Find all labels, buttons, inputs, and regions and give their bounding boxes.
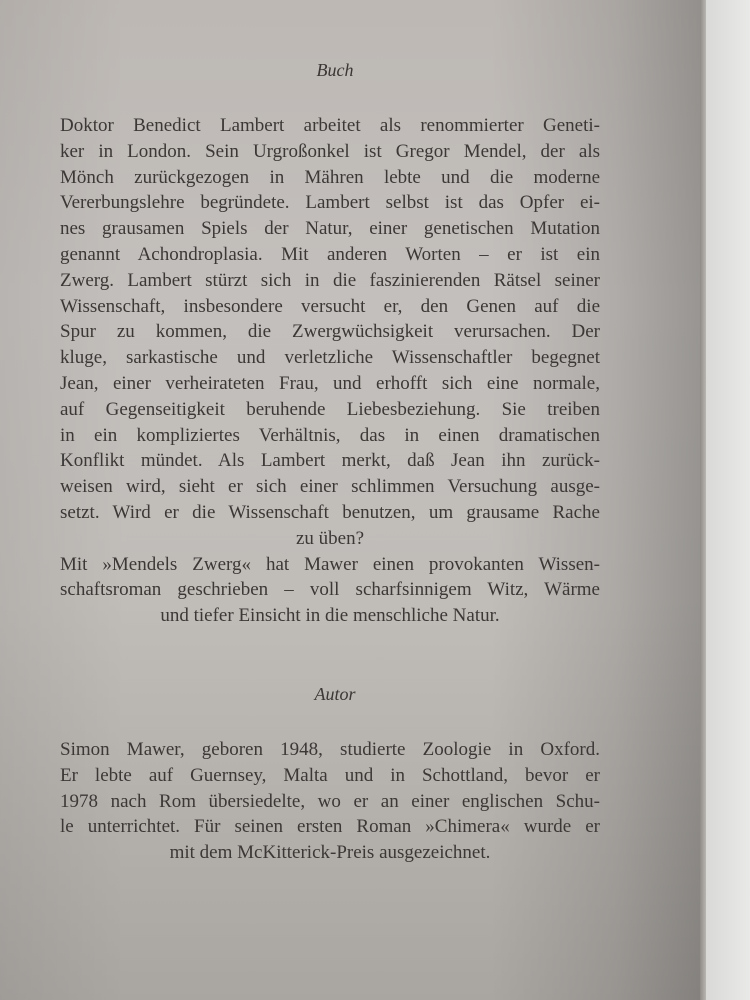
text-line: Er lebte auf Guernsey, Malta und in Schottland, bevor er — [60, 764, 600, 786]
text-line: Spur zu kommen, die Zwergwüchsigkeit verursachen. Der — [60, 321, 600, 343]
text-line: Simon Mawer, geboren 1948, studierte Zoologie in Oxford. — [60, 739, 600, 760]
book-description — [60, 113, 600, 629]
promo-line: und tiefer Einsicht in die menschliche Natur. — [160, 605, 500, 627]
text-line: Jean, einer verheirateten Frau, und erhofft sich eine normale, — [60, 372, 600, 394]
text-line: weisen wird, sieht er sich einer schlimmen Versuchung ausge- — [60, 476, 600, 498]
text-line: Wissenschaft, insbesondere versucht er, den Genen auf die — [60, 295, 600, 317]
text-line: genannt Achondroplasia. Mit anderen Worten – er ist ein — [60, 243, 600, 265]
text-line: setzt. Wird er die Wissenschaft benutzen, um grausame Rache — [60, 501, 600, 523]
background-surface — [706, 0, 750, 1000]
section-title-buch: Buch — [316, 60, 354, 80]
text-line: Doktor Benedict Lambert arbeitet als renommierter Geneti- — [60, 115, 600, 136]
text-line: in ein kompliziertes Verhältnis, das in einen dramatischen — [60, 424, 600, 446]
text-line: Zwerg. Lambert stürzt sich in die faszinierenden Rätsel seiner — [60, 269, 600, 291]
text-line: zu üben? — [295, 527, 365, 549]
author-bio — [60, 737, 600, 866]
text-line: kluge, sarkastische und verletzliche Wissenschaftler begegnet — [60, 347, 600, 369]
text-line: nes grausamen Spiels der Natur, einer genetischen Mutation — [60, 218, 600, 240]
text-line: ker in London. Sein Urgroßonkel ist Gregor Mendel, der als — [60, 140, 600, 162]
text-line: mit dem McKitterick-Preis ausgezeichnet. — [169, 842, 491, 864]
section-title-autor: Autor — [314, 684, 356, 704]
text-line: Mönch zurückgezogen in Mähren lebte und die moderne — [60, 166, 600, 188]
text-line: auf Gegenseitigkeit beruhende Liebesbeziehung. Sie treiben — [60, 398, 600, 420]
text-line: Konflikt mündet. Als Lambert merkt, daß Jean ihn zurück- — [60, 450, 600, 472]
promo-line: Mit »Mendels Zwerg« hat Mawer einen provokanten Wissen- — [60, 553, 600, 575]
text-line: Vererbungslehre begründete. Lambert selbst ist das Opfer ei- — [60, 192, 600, 214]
text-line: le unterrichtet. Für seinen ersten Roman »Chimera« wurde er — [60, 816, 600, 838]
text-line: 1978 nach Rom übersiedelte, wo er an einer englischen Schu- — [60, 790, 600, 812]
promo-line: schaftsroman geschrieben – voll scharfsinnigem Witz, Wärme — [60, 579, 600, 601]
